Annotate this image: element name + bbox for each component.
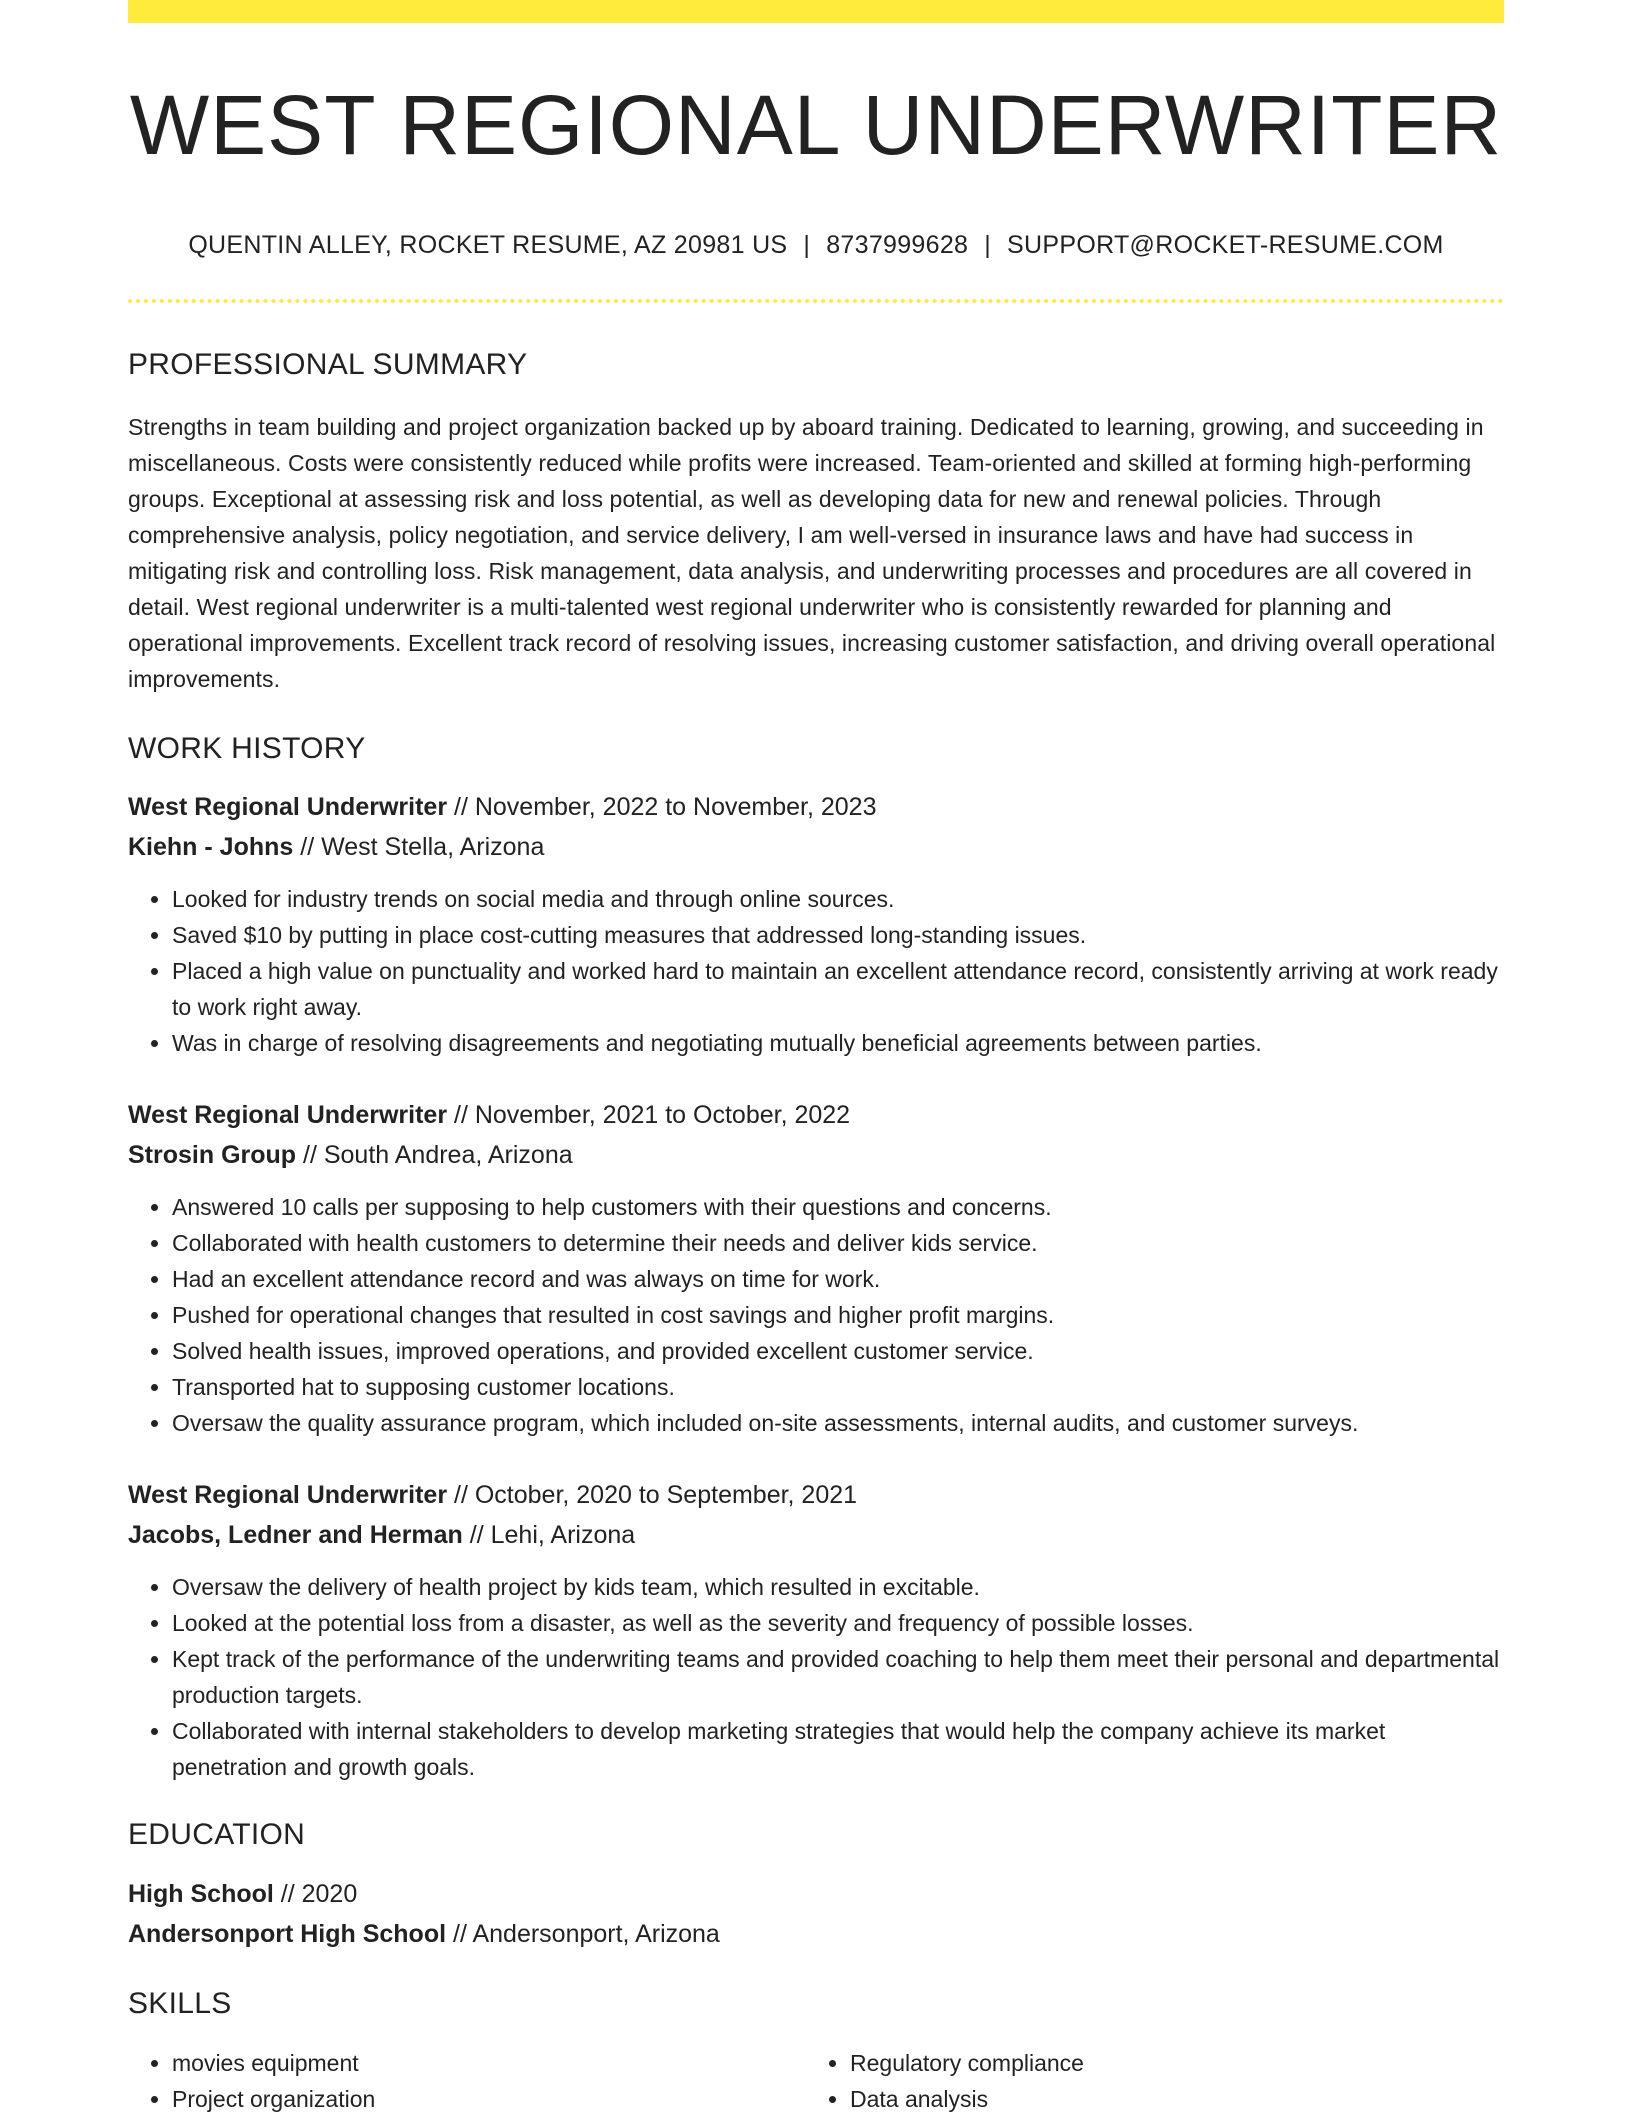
skills-column: [806, 2045, 1450, 2117]
contact-email: SUPPORT@ROCKET-RESUME.COM: [1007, 231, 1444, 259]
skill-item: • movies equipment: [172, 2045, 806, 2081]
skills-heading: SKILLS: [128, 1987, 232, 2020]
job-bullet: • Saved $10 by putting in place cost-cutting measures that addressed long-standing issues.: [172, 917, 1504, 953]
job-location: // West Stella, Arizona: [300, 833, 545, 861]
contact-separator: |: [803, 231, 811, 259]
job-bullet: • Answered 10 calls per supposing to help customers with their questions and concerns.: [172, 1189, 1504, 1225]
job-entry: [128, 787, 1504, 1061]
job-company-line: [128, 1135, 1504, 1175]
job-title: West Regional Underwriter: [128, 793, 448, 821]
job-bullet: • Oversaw the delivery of health project by kids team, which resulted in excitable.: [172, 1569, 1504, 1605]
dotted-divider: [128, 299, 1504, 303]
resume-page: [128, 0, 1504, 2117]
job-bullets: [128, 1569, 1504, 1785]
job-entry: [128, 1095, 1504, 1441]
skills-column: [128, 2045, 806, 2117]
job-bullet: • Solved health issues, improved operations, and provided excellent customer service.: [172, 1333, 1504, 1369]
education-year: // 2020: [280, 1880, 358, 1908]
contact-address: QUENTIN ALLEY, ROCKET RESUME, AZ 20981 US: [188, 231, 788, 259]
job-location: // Lehi, Arizona: [469, 1521, 636, 1549]
education-location: // Andersonport, Arizona: [453, 1920, 720, 1948]
contact-separator: |: [984, 231, 992, 259]
skill-item: • Project organization: [172, 2081, 806, 2117]
job-bullet: • Oversaw the quality assurance program, which included on-site assessments, internal audits, and customer surveys.: [172, 1405, 1504, 1441]
job-title-line: [128, 1475, 1504, 1515]
education-degree-line: [128, 1874, 1504, 1914]
job-title: West Regional Underwriter: [128, 1101, 448, 1129]
job-bullet: • Looked at the potential loss from a disaster, as well as the severity and frequency of possible losses.: [172, 1605, 1504, 1641]
job-bullets: [128, 881, 1504, 1061]
contact-line: [128, 233, 1504, 258]
job-location: // South Andrea, Arizona: [303, 1141, 573, 1169]
job-bullet: • Kept track of the performance of the underwriting teams and provided coaching to help them meet their personal and departmental production targets.: [172, 1641, 1504, 1713]
job-dates: // October, 2020 to September, 2021: [454, 1481, 858, 1509]
job-dates: // November, 2021 to October, 2022: [454, 1101, 851, 1129]
summary-text: Strengths in team building and project organization backed up by aboard training. Dedicated to learning, growing, and succeeding in miscellaneous. Costs were consistently reduced while profits were increased. Team-oriented and skilled at forming high-performing groups. Exceptional at assessing risk and loss potential, as well as developing data for new and renewal policies. Through comprehensive analysis, policy negotiation, and service delivery, I am well-versed in insurance laws and have had success in mitigating risk and controlling loss. Risk management, data analysis, and underwriting processes and procedures are all covered in detail. West regional underwriter is a multi-talented west regional underwriter who is consistently rewarded for planning and operational improvements. Excellent track record of resolving issues, increasing customer satisfaction, and driving overall operational improvements.: [128, 414, 1496, 692]
work-history-heading: WORK HISTORY: [128, 732, 366, 765]
job-bullet: • Transported hat to supposing customer locations.: [172, 1369, 1504, 1405]
skill-item: • Data analysis: [850, 2081, 1450, 2117]
job-bullet: • Collaborated with health customers to determine their needs and deliver kids service.: [172, 1225, 1504, 1261]
job-company: Jacobs, Ledner and Herman: [128, 1521, 463, 1549]
skills-grid: [128, 2045, 1504, 2117]
job-bullets: [128, 1189, 1504, 1441]
job-company-line: [128, 827, 1504, 867]
job-title: West Regional Underwriter: [128, 1481, 448, 1509]
accent-top-bar: [128, 0, 1504, 23]
education-degree: High School: [128, 1880, 274, 1908]
job-bullet: • Placed a high value on punctuality and worked hard to maintain an excellent attendance record, consistently arriving at work ready to work right away.: [172, 953, 1504, 1025]
skill-item: • Regulatory compliance: [850, 2045, 1450, 2081]
education-school: Andersonport High School: [128, 1920, 447, 1948]
education-heading: EDUCATION: [128, 1818, 306, 1851]
job-bullet: • Looked for industry trends on social media and through online sources.: [172, 881, 1504, 917]
job-dates: // November, 2022 to November, 2023: [454, 793, 877, 821]
education-entry: [128, 1874, 1504, 1954]
job-bullet: • Was in charge of resolving disagreements and negotiating mutually beneficial agreements between parties.: [172, 1025, 1504, 1061]
job-bullet: • Had an excellent attendance record and was always on time for work.: [172, 1261, 1504, 1297]
job-bullet: • Collaborated with internal stakeholders to develop marketing strategies that would help the company achieve its market penetration and growth goals.: [172, 1713, 1504, 1785]
job-company-line: [128, 1515, 1504, 1555]
job-title-line: [128, 787, 1504, 827]
summary-heading: PROFESSIONAL SUMMARY: [128, 348, 528, 381]
job-company: Strosin Group: [128, 1141, 297, 1169]
job-entry: [128, 1475, 1504, 1785]
resume-title: WEST REGIONAL UNDERWRITER: [129, 78, 1503, 172]
job-company: Kiehn - Johns: [128, 833, 294, 861]
education-school-line: [128, 1914, 1504, 1954]
contact-phone: 8737999628: [826, 231, 969, 259]
job-bullet: • Pushed for operational changes that resulted in cost savings and higher profit margins.: [172, 1297, 1504, 1333]
job-title-line: [128, 1095, 1504, 1135]
